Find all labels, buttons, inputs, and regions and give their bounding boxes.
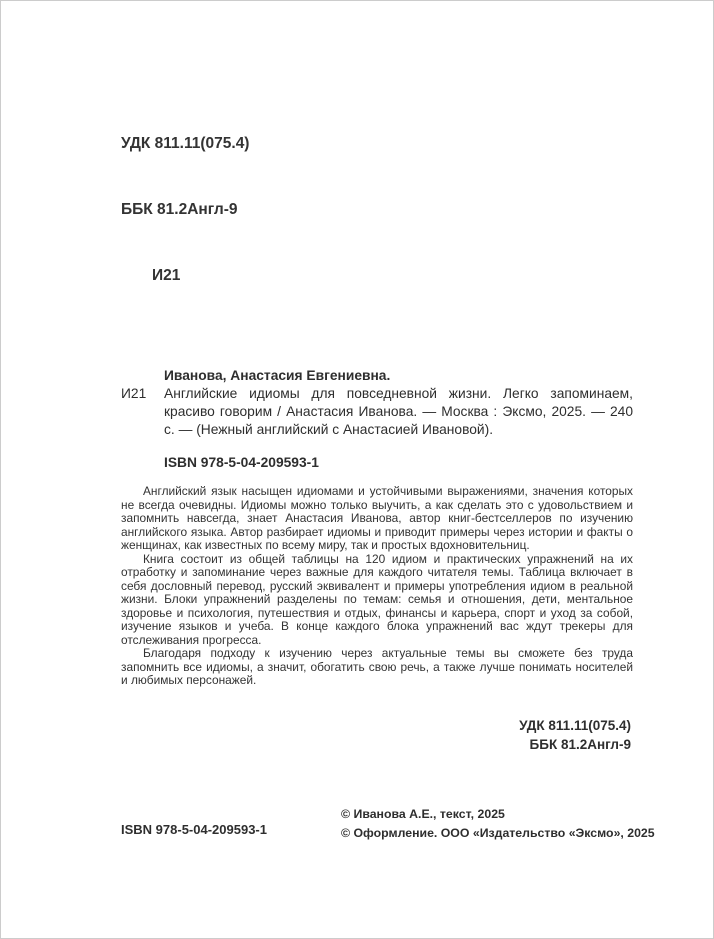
bottom-classification-codes — [519, 716, 631, 754]
catalog-entry-text: Английские идиомы для повседневной жизни. Легко запоминаем, красиво говорим / Анастасия Иванова. — Москва : Эксмо, 2025. — 240 с. — (Нежный английский с Анастасией Ивановой). — [164, 386, 633, 437]
footer-isbn: ISBN 978-5-04-209593-1 — [121, 822, 267, 837]
bibliographic-record — [121, 367, 633, 472]
author-mark-code: И21 — [152, 267, 181, 284]
annotation-paragraph: Книга состоит из общей таблицы на 120 идиом и практических упражнений на их отработку и запоминание через важные для каждого читателя темы. Таблица включает в себя дословный перевод, русский эквивалент и примеры употребления идиом в реальной жизни. Блоки упражнений разделены по темам: семья и отношения, дети, ментальное здоровье и психология, путешествия и отдых, финансы и карьера, спорт и уход за собой, изучение языков и учеба. В конце каждого блока упражнений вас ждут трекеры для отслеживания прогресса. — [121, 551, 633, 647]
copyright-text-line: © Иванова А.Е., текст, 2025 — [341, 807, 505, 821]
annotation-paragraph: Благодаря подходу к изучению через актуальные темы вы сможете без труда запомнить все идиомы, а значит, обогатить свою речь, а также лучше понимать носителей и любимых персонажей. — [121, 646, 633, 687]
copyright-block — [341, 805, 655, 842]
copyright-design-line: © Оформление. ООО «Издательство «Эксмо», 2025 — [341, 825, 655, 840]
annotation-paragraph: Английский язык насыщен идиомами и устойчивыми выражениями, значения которых не всегда очевидны. Идиомы можно только выучить, а как сделать это с удовольствием и запомнить навсегда, знает Анастасия Иванова, автор книг-бестселлеров по изучению английского языка. Автор разбирает идиомы и приводит примеры через истории и факты о женщинах, как известных по всему миру, так и простых вдохновительниц. — [121, 484, 633, 552]
catalog-entry — [121, 385, 633, 439]
top-classification-codes — [121, 89, 249, 331]
bbk-code-bottom: ББК 81.2Англ-9 — [529, 737, 631, 752]
udk-code: УДК 811.11(075.4) — [121, 135, 250, 152]
entry-author-mark: И21 — [121, 386, 147, 401]
isbn-number: ISBN 978-5-04-209593-1 — [164, 455, 319, 470]
author-heading: Иванова, Анастасия Евгениевна. — [164, 368, 391, 383]
bbk-code: ББК 81.2Англ-9 — [121, 201, 238, 218]
udk-code-bottom: УДК 811.11(075.4) — [519, 718, 631, 733]
annotation-block — [121, 485, 633, 688]
